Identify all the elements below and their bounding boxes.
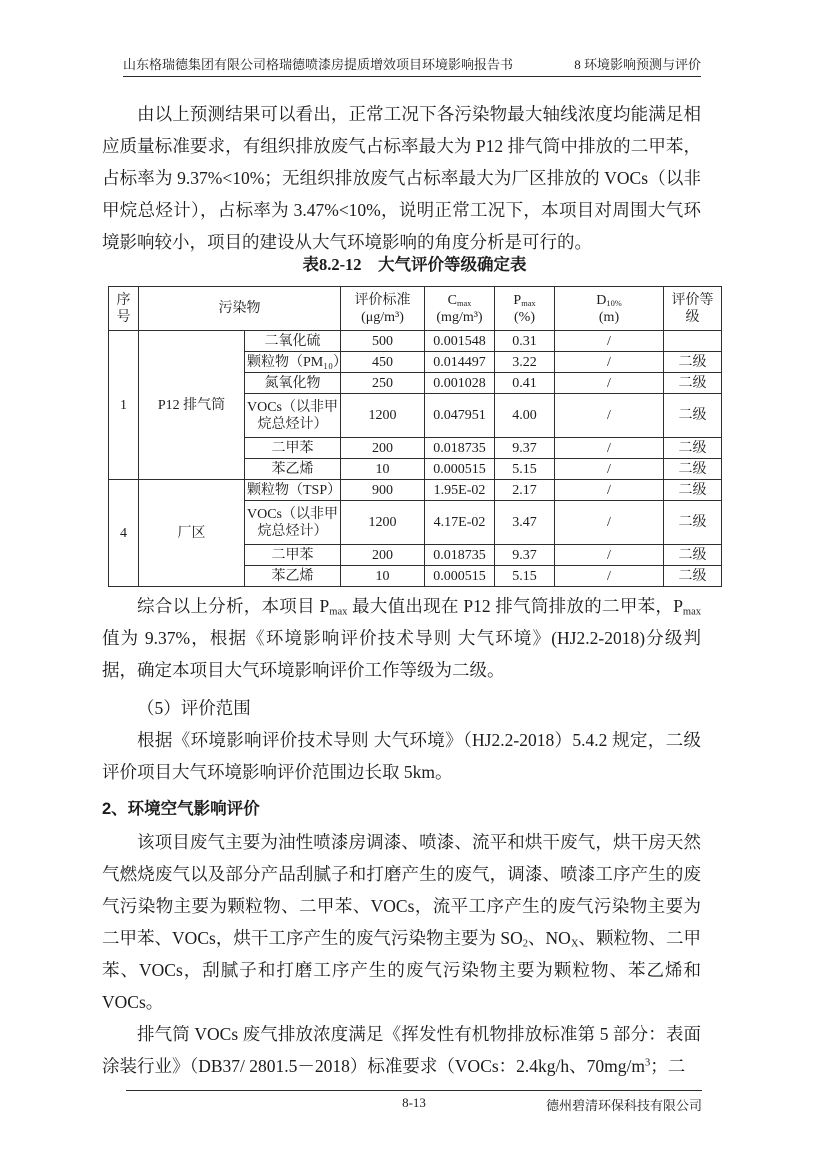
cell-pollutant: 二甲苯 [245,545,341,566]
cell-grade: 二级 [664,459,722,480]
cell-pollutant: 颗粒物（PM₁₀） [245,352,341,373]
page-header [123,54,701,77]
cell-standard: 200 [341,545,425,566]
table-row [109,331,722,352]
cell-standard: 250 [341,373,425,394]
cell-d10: / [555,438,664,459]
paragraph-scope-detail: 根据《环境影响评价技术导则 大气环境》（HJ2.2-2018）5.4.2 规定，二级评价项目大气环境影响评价范围边长取 5km。 [102,730,701,782]
cell-pollutant: VOCs（以非甲烷总烃计） [245,394,341,438]
body-text-bottom [102,590,701,1082]
paragraph-waste-gas-sources: 该项目废气主要为油性喷漆房调漆、喷漆、流平和烘干废气，烘干房天然气燃烧废气以及部分产品刮腻子和打磨产生的废气，调漆、喷漆工序产生的废气污染物主要为颗粒物、二甲苯、VOCs，流平工序产生的废气污染物主要为二甲苯、VOCs，烘干工序产生的废气污染物主要为 $SO_2$、$NO_X$、颗粒物、二甲苯、VOCs，刮腻子和打磨工序产生的废气污染物主要为颗粒物、苯乙烯和 VOCs。 [102,832,702,1012]
cell-pmax: 9.37 [495,545,555,566]
footer-company-name: 德州碧清环保科技有限公司 [545,1098,702,1113]
col-header-pmax-line1: $P_{max}$ [513,292,536,308]
cell-grade: 二级 [664,394,722,438]
cell-grade: 二级 [664,480,722,501]
cell-grade [664,331,722,352]
cell-standard: 450 [341,352,425,373]
paragraph-vocs-standard: 排气筒 VOCs 废气排放浓度满足《挥发性有机物排放标准第 5 部分：表面涂装行业》（DB37/ 2801.5－2018）标准要求（VOCs：2.4kg/h、$70mg/m^3$；二 [102,1024,701,1076]
cell-pmax: 2.17 [495,480,555,501]
cell-pmax: 5.15 [495,566,555,587]
body-text-top [102,98,701,258]
cell-grade: 二级 [664,501,722,545]
cell-cmax: 0.018735 [425,545,495,566]
page-footer [126,1090,702,1117]
paragraph-summary-analysis: 综合以上分析，本项目 $P_{max}$ 最大值出现在 P12 排气筒排放的二甲苯，$P_{max}$ 值为 9.37%，根据《环境影响评价技术导则 大气环境》(HJ2.2-2018)分级判据，确定本项目大气环境影响评价工作等级为二级。 [102,596,701,680]
cell-pollutant: 二甲苯 [245,438,341,459]
col-header-d10-line2: (m) [598,309,620,325]
cell-pollutant: 二氧化硫 [245,331,341,352]
cell-standard: 900 [341,480,425,501]
cell-pollutant: 苯乙烯 [245,566,341,587]
col-header-cmax [425,287,495,331]
cell-source: P12 排气筒 [139,331,245,480]
cell-d10: / [555,352,664,373]
cell-standard: 1200 [341,394,425,438]
table-section [108,252,721,587]
cell-standard: 1200 [341,501,425,545]
cell-grade: 二级 [664,566,722,587]
cell-pmax: 9.37 [495,438,555,459]
cell-cmax: 0.047951 [425,394,495,438]
table-header-row [109,287,722,331]
cell-source: 厂区 [139,480,245,587]
col-header-d10 [555,287,664,331]
cell-standard: 500 [341,331,425,352]
cell-cmax: 0.001028 [425,373,495,394]
header-chapter-title: 8 环境影响预测与评价 [574,57,701,72]
cell-pmax: 5.15 [495,459,555,480]
cell-pmax: 0.41 [495,373,555,394]
cell-cmax: 0.018735 [425,438,495,459]
cell-standard: 10 [341,566,425,587]
cell-group-no: 1 [109,331,139,480]
cell-d10: / [555,480,664,501]
cell-pollutant: VOCs（以非甲烷总烃计） [245,501,341,545]
cell-pollutant: 苯乙烯 [245,459,341,480]
col-header-pmax [495,287,555,331]
cell-d10: / [555,459,664,480]
col-header-standard [341,287,425,331]
cell-cmax: 1.95E-02 [425,480,495,501]
section-heading-air-impact: 2、环境空气影响评价 [102,800,260,818]
col-header-standard-line2: (μg/m³) [361,309,404,325]
cell-d10: / [555,394,664,438]
page-number: 8-13 [402,1095,426,1110]
col-header-cmax-line2: (mg/m³) [436,309,483,325]
cell-pmax: 4.00 [495,394,555,438]
table-title: 表8.2-12 大气评价等级确定表 [302,255,527,274]
paragraph-prediction-result: 由以上预测结果可以看出，正常工况下各污染物最大轴线浓度均能满足相应质量标准要求，有组织排放废气占标率最大为 P12 排气筒中排放的二甲苯，占标率为 9.37%<10%；无组织排放废气占标率最大为厂区排放的 VOCs（以非甲烷总烃计），占标率为 3.47%<10%，说明正常工况下，本项目对周围大气环境影响较小，项目的建设从大气环境影响的角度分析是可行的。 [102,104,701,252]
cell-grade: 二级 [664,352,722,373]
header-doc-title: 山东格瑞德集团有限公司格瑞德喷漆房提质增效项目环境影响报告书 [123,57,514,72]
col-header-pmax-line2: (%) [514,309,535,325]
paragraph-scope-label: （5）评价范围 [137,698,251,718]
cell-pollutant: 颗粒物（TSP） [245,480,341,501]
col-header-d10-line1: $D_{10\%}$ [596,292,622,308]
cell-pmax: 3.47 [495,501,555,545]
cell-pollutant: 氮氧化物 [245,373,341,394]
cell-standard: 10 [341,459,425,480]
cell-d10: / [555,373,664,394]
cell-d10: / [555,501,664,545]
cell-grade: 二级 [664,545,722,566]
cell-pmax: 3.22 [495,352,555,373]
cell-grade: 二级 [664,438,722,459]
cell-pmax: 0.31 [495,331,555,352]
cell-grade: 二级 [664,373,722,394]
cell-standard: 200 [341,438,425,459]
cell-cmax: 0.000515 [425,566,495,587]
cell-d10: / [555,331,664,352]
cell-cmax: 0.014497 [425,352,495,373]
col-header-no: 序号 [109,287,139,331]
col-header-pollutant: 污染物 [139,287,341,331]
cell-d10: / [555,545,664,566]
cell-group-no: 4 [109,480,139,587]
cell-cmax: 0.000515 [425,459,495,480]
col-header-cmax-line1: $C_{max}$ [447,292,472,308]
air-evaluation-grade-table [108,286,722,587]
table-row [109,480,722,501]
col-header-standard-line1: 评价标准 [354,292,411,308]
col-header-grade: 评价等级 [664,287,722,331]
cell-cmax: 0.001548 [425,331,495,352]
cell-cmax: 4.17E-02 [425,501,495,545]
cell-d10: / [555,566,664,587]
